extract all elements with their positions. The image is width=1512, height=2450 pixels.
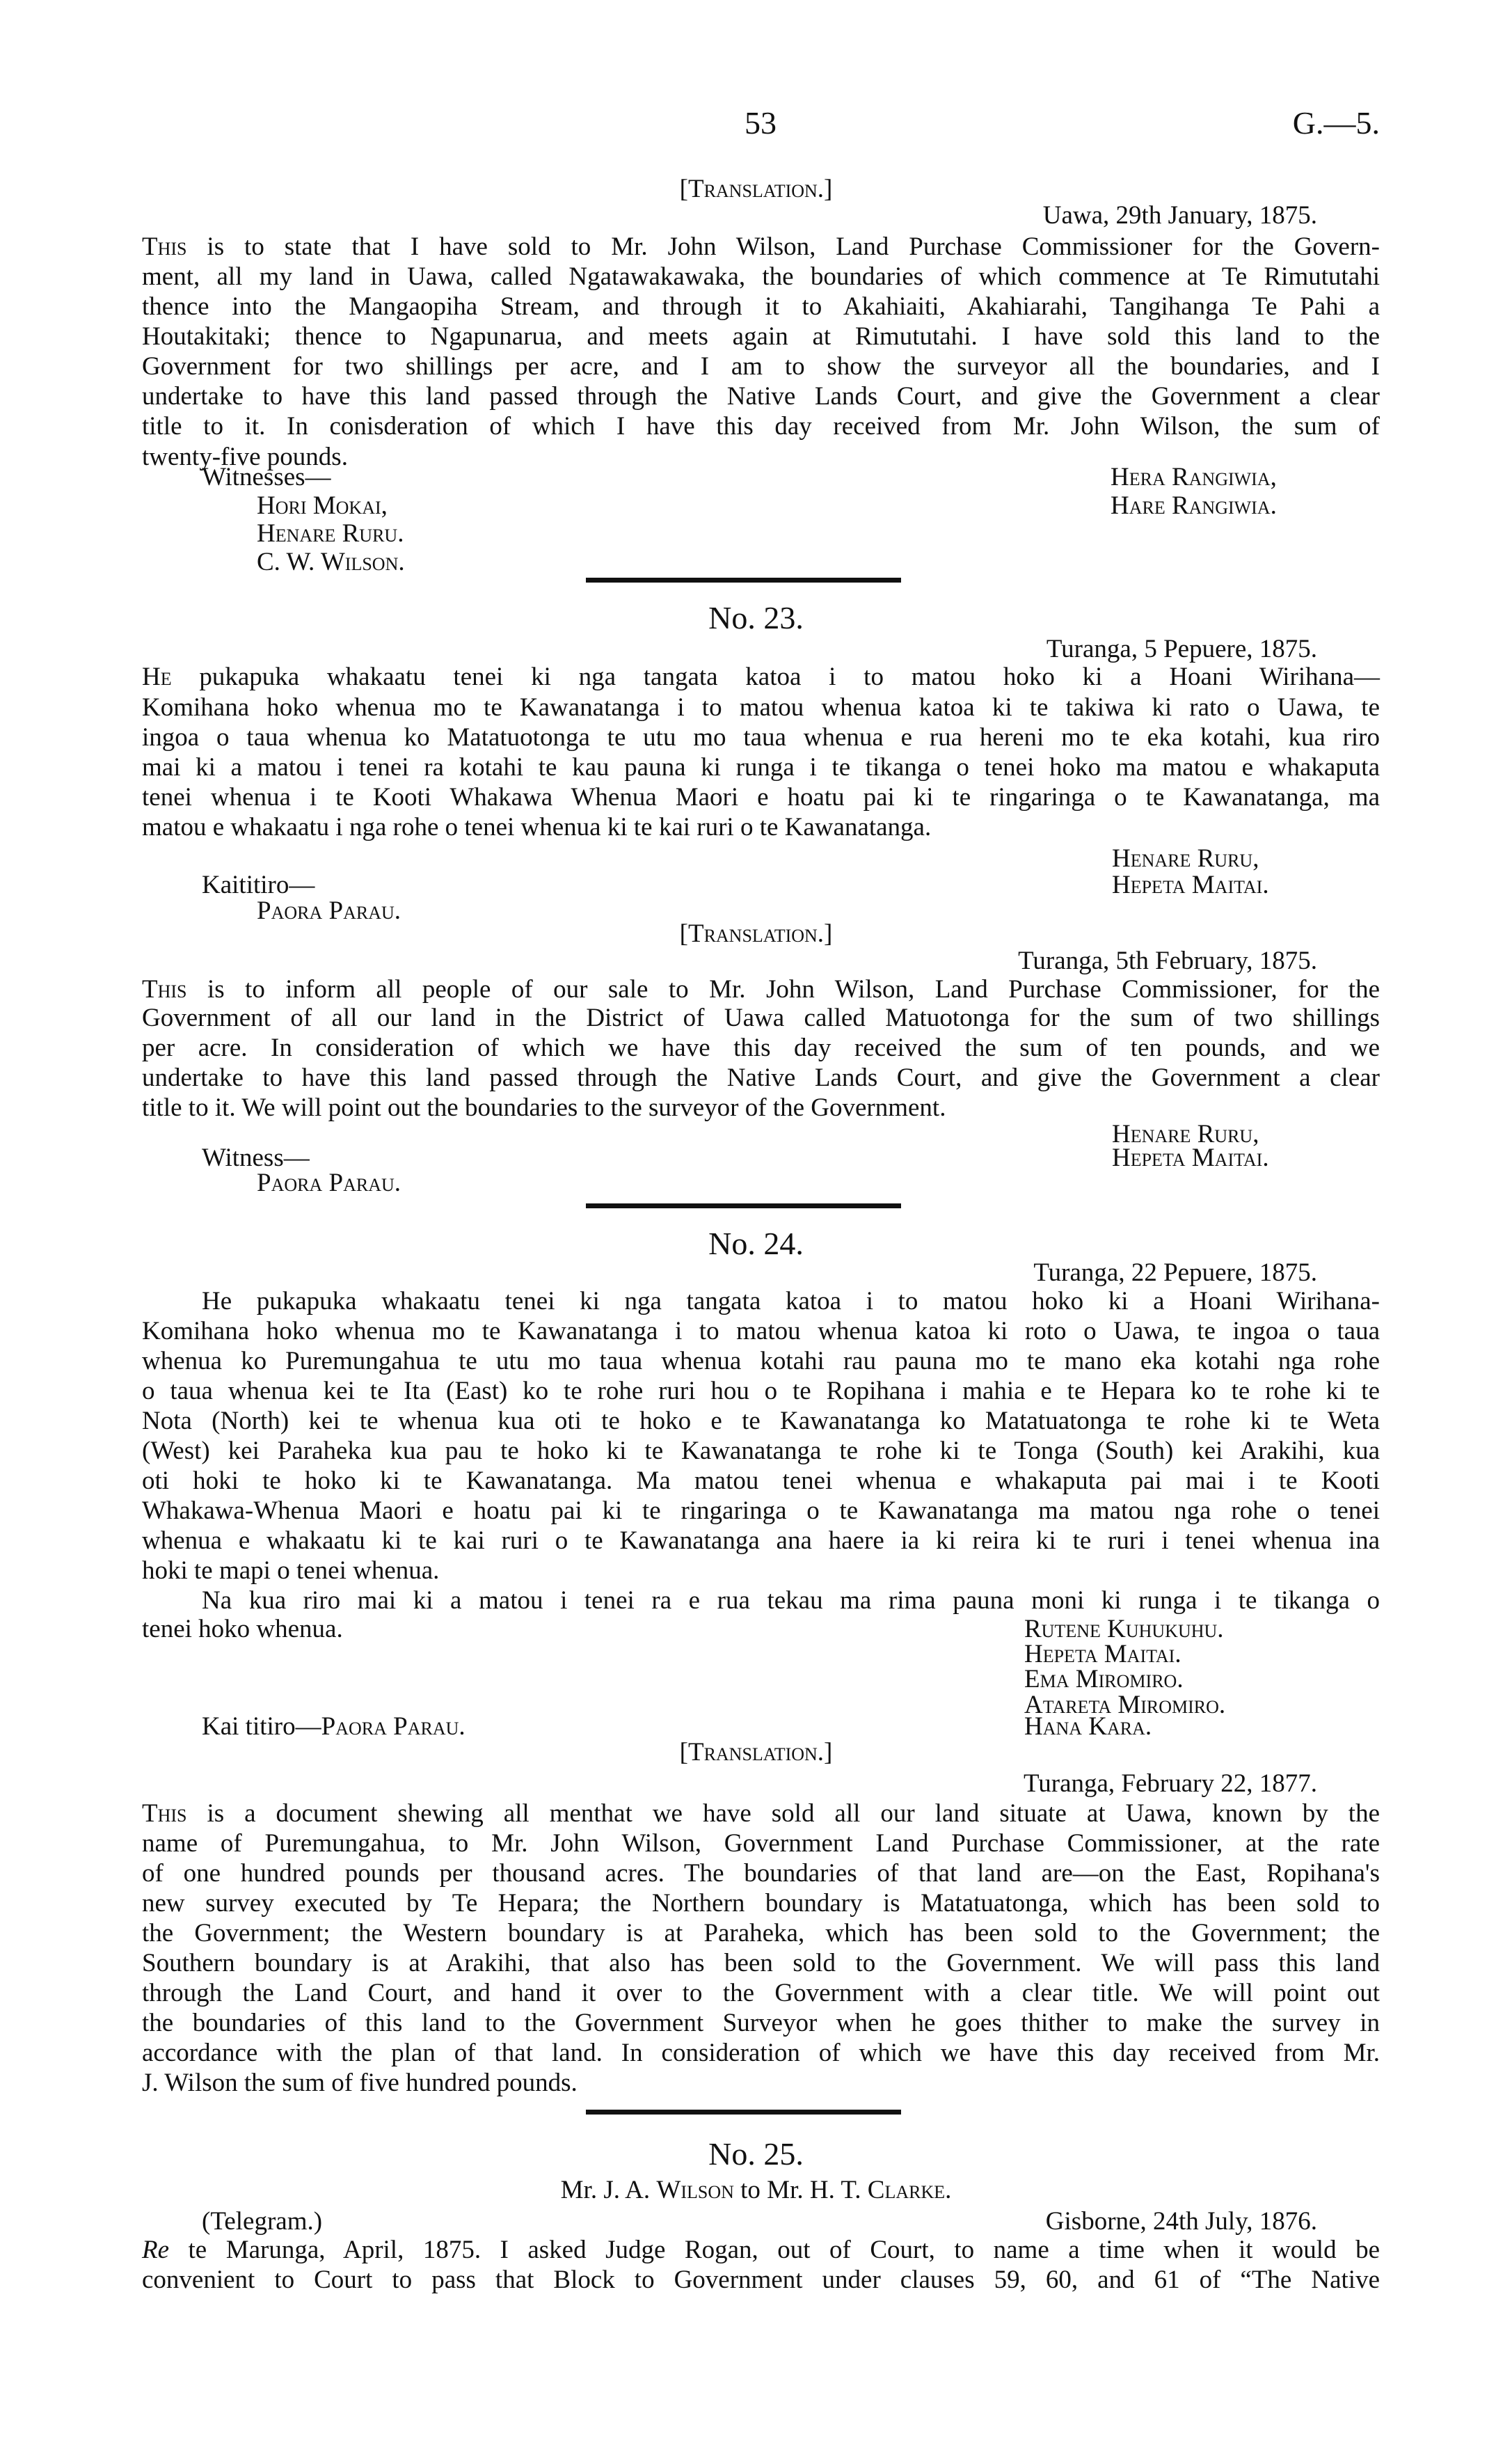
line-text: is to inform all people of our sale to Mr. John Wilson, Land Purchase Commissioner, for the bbox=[186, 975, 1380, 1004]
line-text: is a document shewing all menthat we have sold all our land situate at Uawa, known by the bbox=[186, 1799, 1380, 1828]
letter-date: Turanga, 5th February, 1875. bbox=[1018, 947, 1317, 975]
paragraph-line bbox=[142, 974, 1380, 1004]
subtitle-text: to Mr. H. T. bbox=[733, 2176, 868, 2204]
line-text: te Marunga, April, 1875. I asked Judge Rogan, out of Court, to name a time when it would be bbox=[169, 2236, 1380, 2264]
paragraph-line: undertake to have this land passed through the Native Lands Court, and give the Government a clear bbox=[142, 1064, 1380, 1092]
lead-word: This bbox=[142, 975, 187, 1004]
recipient-name: Clarke. bbox=[867, 2176, 952, 2204]
witness-name: Paora Parau. bbox=[321, 1712, 465, 1741]
signatory-name: Hepeta Maitai. bbox=[1024, 1640, 1181, 1668]
paragraph-line bbox=[142, 2235, 1380, 2265]
document-reference: G.—5. bbox=[1292, 105, 1380, 141]
paragraph-line: title to it. In conisderation of which I have this day received from Mr. John Wilson, the sum of bbox=[142, 412, 1380, 441]
paragraph-line: Nota (North) kei te whenua kua oti te hoko e te Kawanatanga ko Matatuatonga te rohe ki te Weta bbox=[142, 1407, 1380, 1435]
paragraph-line bbox=[142, 662, 1380, 692]
signatory-name: Atareta Miromiro. bbox=[1024, 1691, 1226, 1719]
message-type: (Telegram.) bbox=[202, 2207, 323, 2236]
paragraph-line: ingoa o taua whenua ko Matatuotonga te utu mo taua whenua e rua hereni mo te eka kotahi, kua riro bbox=[142, 723, 1380, 752]
witness-label: Kaititiro— bbox=[202, 871, 315, 899]
section-title: No. 25. bbox=[708, 2136, 804, 2172]
paragraph-line: J. Wilson the sum of five hundred pounds. bbox=[142, 2069, 578, 2097]
paragraph-line: title to it. We will point out the boundaries to the surveyor of the Government. bbox=[142, 1093, 946, 1122]
witness-name: Hori Mokai, bbox=[257, 491, 388, 520]
paragraph-line: He pukapuka whakaatu tenei ki nga tangata katoa i to matou hoko ki a Hoani Wirihana- bbox=[202, 1287, 1380, 1315]
paragraph-line: whenua ko Puremungahua te utu mo taua whenua kotahi rau pauna mo te mano eka kotahi nga rohe bbox=[142, 1347, 1380, 1375]
paragraph-line: Na kua riro mai ki a matou i tenei ra e rua tekau ma rima pauna moni ki runga i te tikanga o bbox=[202, 1586, 1380, 1615]
witness-name: C. W. Wilson. bbox=[257, 548, 405, 576]
paragraph-line: accordance with the plan of that land. In consideration of which we have this day received from Mr. bbox=[142, 2039, 1380, 2067]
signatory-name: Hana Kara. bbox=[1024, 1712, 1152, 1741]
signatory-name: Hare Rangiwia. bbox=[1111, 491, 1277, 520]
lead-word: Re bbox=[142, 2236, 170, 2264]
section-title: No. 24. bbox=[708, 1226, 804, 1261]
paragraph-line: twenty-five pounds. bbox=[142, 443, 348, 471]
section-divider bbox=[586, 2110, 901, 2115]
signatory-name: Rutene Kuhukuhu. bbox=[1024, 1615, 1224, 1643]
signatory-name: Hepeta Maitai. bbox=[1112, 1144, 1269, 1172]
paragraph-line: Government for two shillings per acre, and I am to show the surveyor all the boundaries, and I bbox=[142, 352, 1380, 381]
sender-name: Wilson bbox=[656, 2176, 734, 2204]
letter-date: Uawa, 29th January, 1875. bbox=[1042, 201, 1317, 230]
line-text: pukapuka whakaatu tenei ki nga tangata katoa i to matou hoko ki a Hoani Wirihana— bbox=[171, 663, 1380, 691]
signatory-name: Henare Ruru, bbox=[1112, 844, 1259, 873]
translation-heading: [Translation.] bbox=[679, 175, 833, 203]
paragraph-line: Whakawa-Whenua Maori e hoatu pai ki te ringaringa o te Kawanatanga ma matou nga rohe o tenei bbox=[142, 1496, 1380, 1525]
paragraph-line: o taua whenua kei te Ita (East) ko te rohe ruri hou o te Ropihana i mahia e te Hepara ko te rohe ki te bbox=[142, 1377, 1380, 1405]
paragraph-line: convenient to Court to pass that Block to Government under clauses 59, 60, and 61 of “The Native bbox=[142, 2266, 1380, 2294]
paragraph-line: tenei whenua i te Kooti Whakawa Whenua Maori e hoatu pai ki te ringaringa o te Kawanatanga, ma bbox=[142, 783, 1380, 812]
signatory-name: Hepeta Maitai. bbox=[1112, 871, 1269, 899]
paragraph-line: name of Puremungahua, to Mr. John Wilson, Government Land Purchase Commissioner, at the rate bbox=[142, 1829, 1380, 1858]
lead-word: This bbox=[142, 232, 187, 261]
witness-name: Paora Parau. bbox=[257, 1169, 401, 1197]
witness-label: Witness— bbox=[202, 1144, 310, 1172]
paragraph-line: the boundaries of this land to the Government Surveyor when he goes thither to make the survey in bbox=[142, 2009, 1380, 2037]
section-divider bbox=[586, 1203, 901, 1208]
letter-date: Turanga, 22 Pepuere, 1875. bbox=[1033, 1258, 1317, 1287]
signatory-name: Ema Miromiro. bbox=[1024, 1665, 1184, 1693]
page-number: 53 bbox=[745, 105, 777, 141]
paragraph-line bbox=[142, 1799, 1380, 1828]
paragraph-line: (West) kei Paraheka kua pau te hoko ki te Kawanatanga te rohe ki te Tonga (South) kei Arakihi, kua bbox=[142, 1437, 1380, 1465]
line-text: is to state that I have sold to Mr. John Wilson, Land Purchase Commissioner for the Govern- bbox=[186, 232, 1380, 261]
paragraph-line: mai ki a matou i tenei ra kotahi te kau pauna ki runga i te tikanga o tenei hoko ma matou e whakaputa bbox=[142, 753, 1380, 782]
paragraph-line: hoki te mapi o tenei whenua. bbox=[142, 1556, 440, 1585]
witness-name: Henare Ruru. bbox=[257, 519, 404, 548]
paragraph-line: thence into the Mangaopiha Stream, and through it to Akahiaiti, Akahiarahi, Tangihanga Te Pahi a bbox=[142, 292, 1380, 321]
paragraph-line: ment, all my land in Uawa, called Ngatawakawaka, the boundaries of which commence at Te Rimututahi bbox=[142, 262, 1380, 291]
subtitle-text: Mr. J. A. bbox=[560, 2176, 657, 2204]
paragraph-line: Southern boundary is at Arakihi, that also has been sold to the Government. We will pass this land bbox=[142, 1949, 1380, 1977]
paragraph-line bbox=[142, 232, 1380, 262]
paragraph-line: new survey executed by Te Hepara; the Northern boundary is Matatuatonga, which has been sold to bbox=[142, 1889, 1380, 1918]
paragraph-line: tenei hoko whenua. bbox=[142, 1615, 343, 1643]
paragraph-line: whenua e whakaatu ki te kai ruri o te Kawanatanga ana haere ia ki reira ki te ruri i tenei whenua ina bbox=[142, 1526, 1380, 1555]
paragraph-line: Houtakitaki; thence to Ngapunarua, and meets again at Rimututahi. I have sold this land to the bbox=[142, 322, 1380, 351]
paragraph-line: the Government; the Western boundary is at Paraheka, which has been sold to the Government; the bbox=[142, 1919, 1380, 1947]
paragraph-line: undertake to have this land passed through the Native Lands Court, and give the Government a clear bbox=[142, 382, 1380, 411]
translation-heading: [Translation.] bbox=[679, 919, 833, 948]
witness-label: Witnesses— bbox=[202, 463, 331, 491]
paragraph-line: of one hundred pounds per thousand acres. The boundaries of that land are—on the East, Ropihana's bbox=[142, 1859, 1380, 1888]
paragraph-line: Komihana hoko whenua mo te Kawanatanga i to matou whenua katoa ki roto o Uawa, te ingoa o taua bbox=[142, 1317, 1380, 1345]
letter-date: Turanga, February 22, 1877. bbox=[1023, 1769, 1317, 1798]
paragraph-line: Komihana hoko whenua mo te Kawanatanga i to matou whenua katoa ki te takiwa ki rato o Uawa, te bbox=[142, 693, 1380, 722]
paragraph-line: oti hoki te hoko ki te Kawanatanga. Ma matou tenei whenua e whakaputa pai mai i te Kooti bbox=[142, 1467, 1380, 1495]
translation-heading: [Translation.] bbox=[679, 1738, 833, 1767]
letter-date: Gisborne, 24th July, 1876. bbox=[1045, 2207, 1317, 2236]
signatory-name: Henare Ruru, bbox=[1112, 1120, 1259, 1148]
paragraph-line: through the Land Court, and hand it over to the Government with a clear title. We will point out bbox=[142, 1979, 1380, 2007]
signatory-name: Hera Rangiwia, bbox=[1111, 463, 1277, 491]
paragraph-line: per acre. In consideration of which we have this day received the sum of ten pounds, and we bbox=[142, 1034, 1380, 1062]
lead-word: He bbox=[142, 663, 172, 691]
paragraph-line: Government of all our land in the District of Uawa called Matuotonga for the sum of two shillings bbox=[142, 1004, 1380, 1032]
witness-name: Paora Parau. bbox=[257, 896, 401, 925]
witness-label: Kai titiro— bbox=[202, 1712, 321, 1741]
paragraph-line: matou e whakaatu i nga rohe o tenei whenua ki te kai ruri o te Kawanatanga. bbox=[142, 813, 932, 841]
letter-date: Turanga, 5 Pepuere, 1875. bbox=[1046, 635, 1317, 663]
section-divider bbox=[586, 578, 901, 583]
lead-word: This bbox=[142, 1799, 187, 1828]
section-subtitle bbox=[0, 2175, 1512, 2205]
section-title: No. 23. bbox=[708, 600, 804, 635]
